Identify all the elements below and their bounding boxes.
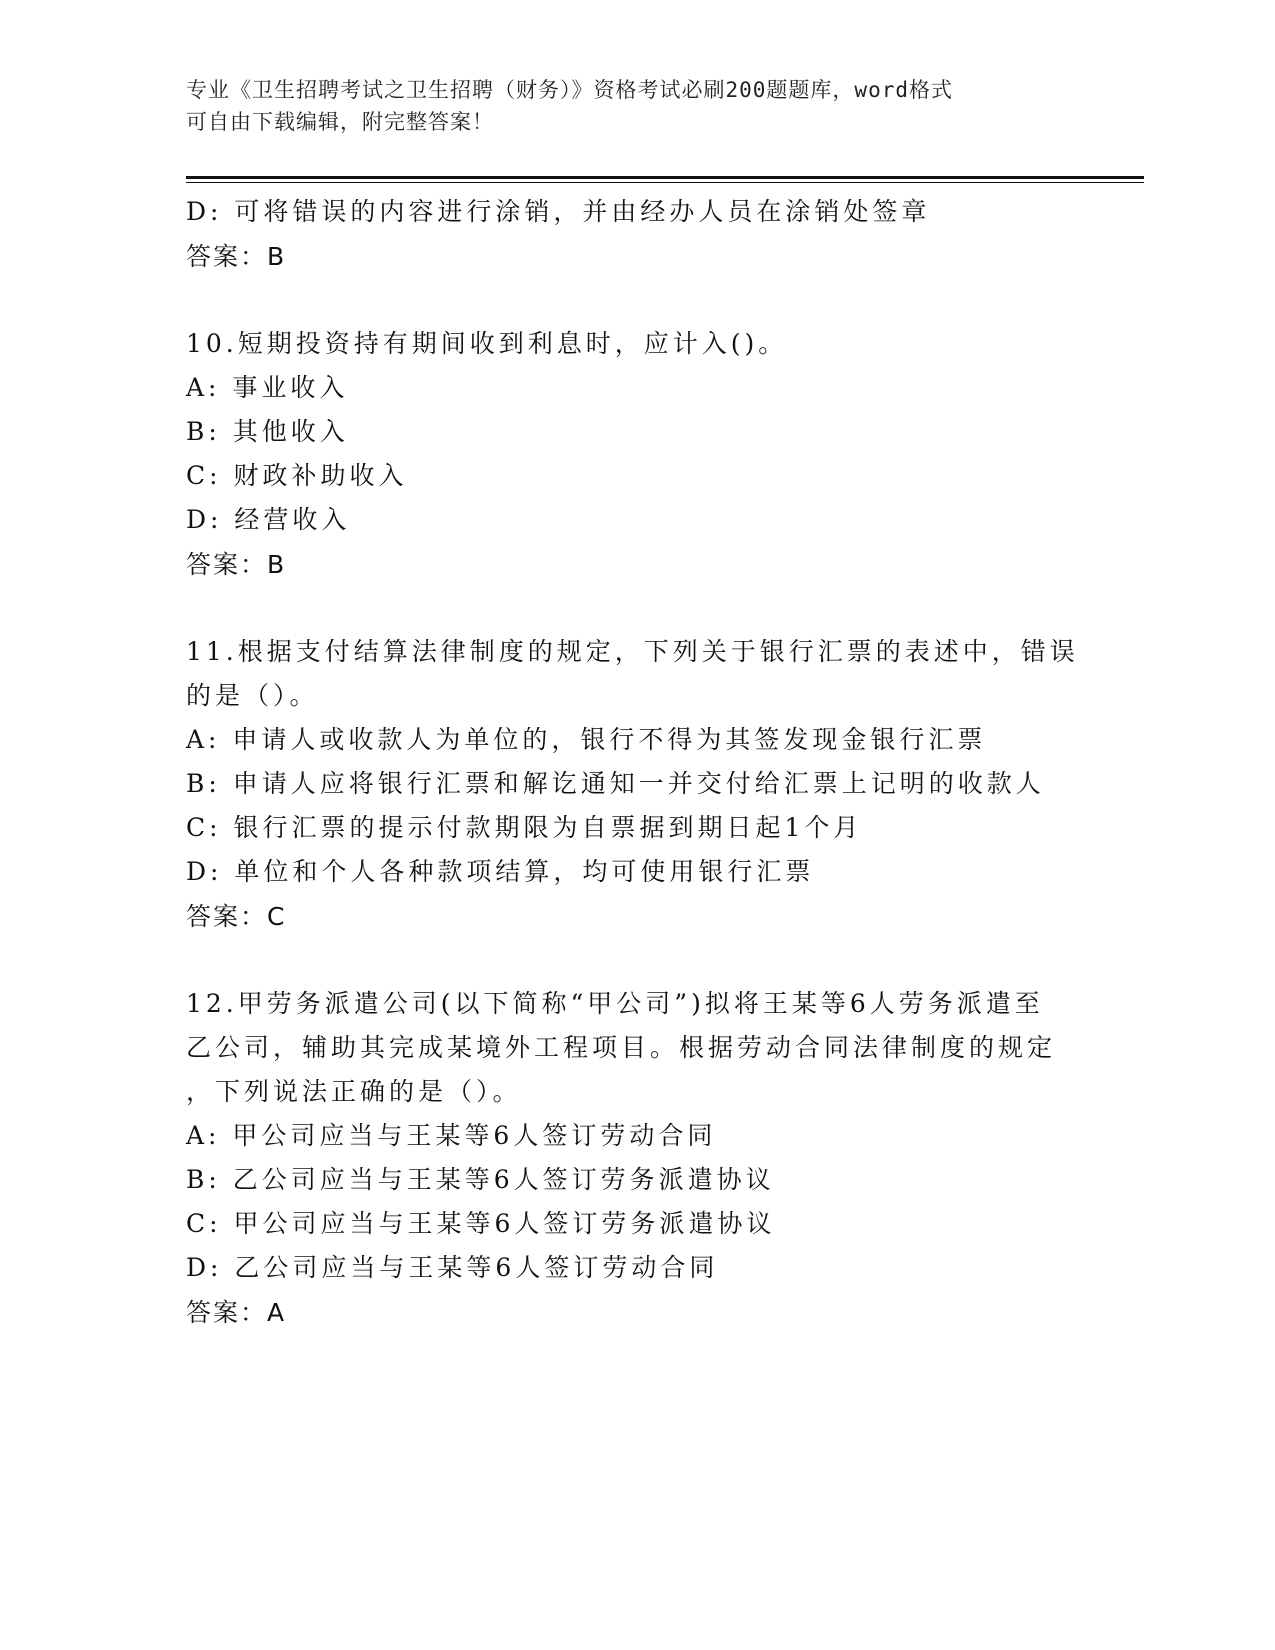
question-11 bbox=[186, 630, 1079, 940]
option-d: D: 经营收入 bbox=[186, 505, 351, 534]
option-c: C: 甲公司应当与王某等6人签订劳务派遣协议 bbox=[186, 1209, 776, 1238]
question-12 bbox=[186, 982, 1066, 1336]
option-d: D: 可将错误的内容进行涂销，并由经办人员在涂销处签章 bbox=[186, 197, 931, 226]
question-stem bbox=[186, 630, 1079, 718]
option-b: B: 申请人应将银行汇票和解讫通知一并交付给汇票上记明的收款人 bbox=[186, 769, 1045, 798]
header-line-1: 专业《卫生招聘考试之卫生招聘（财务）》资格考试必刷200题题库，word格式 bbox=[186, 78, 953, 102]
answer: 答案：B bbox=[186, 242, 287, 271]
document-body bbox=[186, 190, 1079, 1336]
question-stem bbox=[186, 322, 1066, 366]
stem-line: 10.短期投资持有期间收到利息时，应计入()。 bbox=[186, 329, 788, 358]
stem-line: 12.甲劳务派遣公司(以下简称“甲公司”)拟将王某等6人劳务派遣至 bbox=[186, 989, 1044, 1018]
header-line-2: 可自由下载编辑，附完整答案！ bbox=[186, 110, 494, 134]
option-b: B: 乙公司应当与王某等6人签订劳务派遣协议 bbox=[186, 1165, 775, 1194]
option-c: C: 银行汇票的提示付款期限为自票据到期日起1个月 bbox=[186, 813, 863, 842]
question-10 bbox=[186, 322, 1066, 588]
document-header bbox=[186, 74, 1086, 138]
stem-line: 11.根据支付结算法律制度的规定，下列关于银行汇票的表述中，错误 bbox=[186, 637, 1079, 666]
option-a: A: 甲公司应当与王某等6人签订劳动合同 bbox=[186, 1121, 717, 1150]
answer: 答案：A bbox=[186, 1298, 287, 1327]
option-c: C: 财政补助收入 bbox=[186, 461, 408, 490]
answer: 答案：C bbox=[186, 902, 287, 931]
stem-line: ，下列说法正确的是（）。 bbox=[186, 1077, 522, 1106]
header-divider-thin bbox=[186, 182, 1144, 183]
option-d: D: 乙公司应当与王某等6人签订劳动合同 bbox=[186, 1253, 719, 1282]
option-b: B: 其他收入 bbox=[186, 417, 349, 446]
option-d: D: 单位和个人各种款项结算，均可使用银行汇票 bbox=[186, 857, 815, 886]
option-a: A: 事业收入 bbox=[186, 373, 349, 402]
stem-line: 的是（）。 bbox=[186, 681, 319, 710]
answer: 答案：B bbox=[186, 550, 287, 579]
carryover-question bbox=[186, 190, 1066, 280]
option-a: A: 申请人或收款人为单位的，银行不得为其签发现金银行汇票 bbox=[186, 725, 987, 754]
stem-line: 乙公司，辅助其完成某境外工程项目。根据劳动合同法律制度的规定 bbox=[186, 1033, 1057, 1062]
question-stem bbox=[186, 982, 1066, 1114]
header-divider-thick bbox=[186, 176, 1144, 179]
